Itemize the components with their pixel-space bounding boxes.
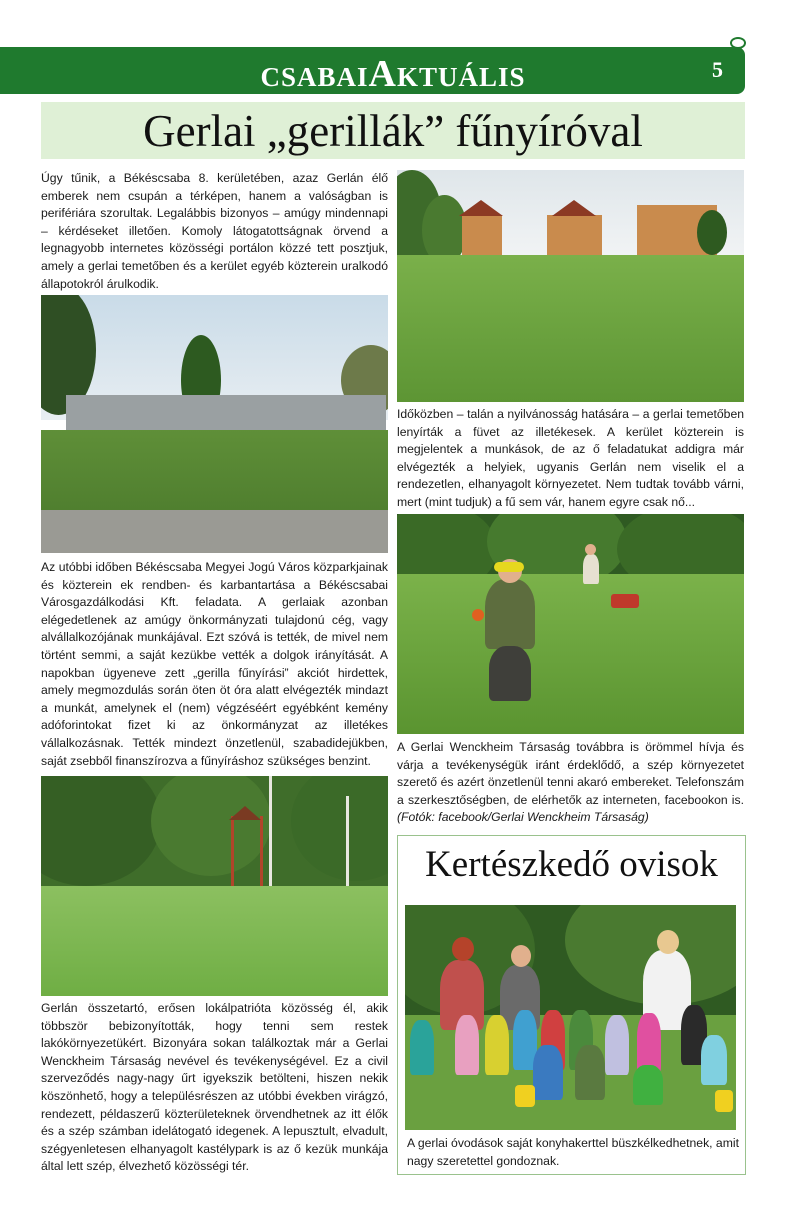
closing-text: A Gerlai Wenckheim Társaság továbbra is örömmel hívja és várja a tevékenységük iránt érdeklődő, a szép környezetet szerető és azért önzetlenül tenni akaró embereket. Telefonszám a szerkesztőségben, de elérhetők az interneten, facebookon is. [397,740,744,807]
article-paragraph-3: Gerlán összetartó, erősen lokálpatrióta közösség él, akik többször bebizonyították, hogy tenni sem restek lakókörnyezetükért. Bizonyára sokan találkoztak már a Gerlai Wenckheim Társaság nevével és tevékenységével. Ez a civil szerveződés nagy-nagy űrt igyekszik betölteni, hiszen nekik köszönhető, hogy a településrészen az utóbbi években virágzó, rendezett, példaszerű közterületeknek örvendhetnek az itt élők és a szép számban idelátogató idegenek. A lepusztult, elvadult, szégyenletesen elhanyagolt kastélypark is az ő kezük munkája által lett szép, élvezhető közösségi tér. [41,1001,388,1174]
kindergarten-caption: A gerlai óvodások saját konyhakerttel büszkélkedhetnek, amit nagy szeretettel gondoznak. [407,1136,739,1168]
article-paragraph-2: Az utóbbi időben Békéscsaba Megyei Jogú Város közparkjainak és közterein ek rendben- és karbantartása a Békéscsabai Városgazdálkodási Kft. feladata. A gerlaiak azonban elégedetlenek az amúgy önkormányzati tulajdonú cég, vagy alvállalkozójának munkájával. Ezt szóvá is tették, de mivel nem történt semmi, a saját kezükbe vették a dolgok irányítását. A napokban ügyeneve zett „gerilla fűnyírási” akciót hirdettek, amely megmozdulás során öten öt óra alatt elvégezték mindazt a munkát, amelynek el (nem) végzéséért egyébként kemény adóforintokat fizet ki az önkormányzat az illetékes vállalkozásnak. Tették mindezt önzetlenül, szabadidejükben, saját zsebből finanszírozva a fűnyíráshoz szükséges benzint. [41,560,388,768]
photo-credit: (Fotók: facebook/Gerlai Wenckheim Társaság) [397,810,649,825]
brand-rest: KTUÁLIS [396,62,526,92]
kindergarten-group-photo [405,905,736,1130]
mowing-photo [397,514,744,734]
kindergarten-title: Kertészkedő ovisok [425,844,718,885]
mown-lawn-photo [397,170,744,402]
page-number: 5 [712,57,723,82]
cemetery-photo [41,295,388,553]
brand-small: CSABAI [260,62,369,92]
article-headline: Gerlai „gerillák” fűnyíróval [143,106,643,156]
article-paragraph-5 [397,739,744,827]
brand-big-letter: A [368,53,397,95]
article-paragraph-4: Időközben – talán a nyilvánosság hatására – a gerlai temetőben lenyírták a füvet az illetékesek. A kerület közterein is megjelentek a munkások, de az ő feladatukat addigra már elvégezték a helyiek, ugyanis Gerlán nem viselik el a rendezetlen, elhanyagolt környezetet. Nem tudtak tovább várni, mert (mint tudjuk) a fű sem vár, hanem egyre csak nő... [397,407,744,509]
magazine-title [0,52,786,96]
park-photo [41,776,388,996]
article-paragraph-1: Úgy tűnik, a Békéscsaba 8. kerületében, azaz Gerlán élő emberek nem csupán a térképen, hanem a valóságban is perifériára szorultak. Legalábbis bizonyos – amúgy mindennapi – kérdéseket illetően. Komoly látogatottságnak örvend a legnagyobb internetes közösségi portálon közzé tett posztjuk, amely a gerlai temetőben és a kerület egyéb közterein uralkodó állapotokról árulkodik. [41,171,388,291]
